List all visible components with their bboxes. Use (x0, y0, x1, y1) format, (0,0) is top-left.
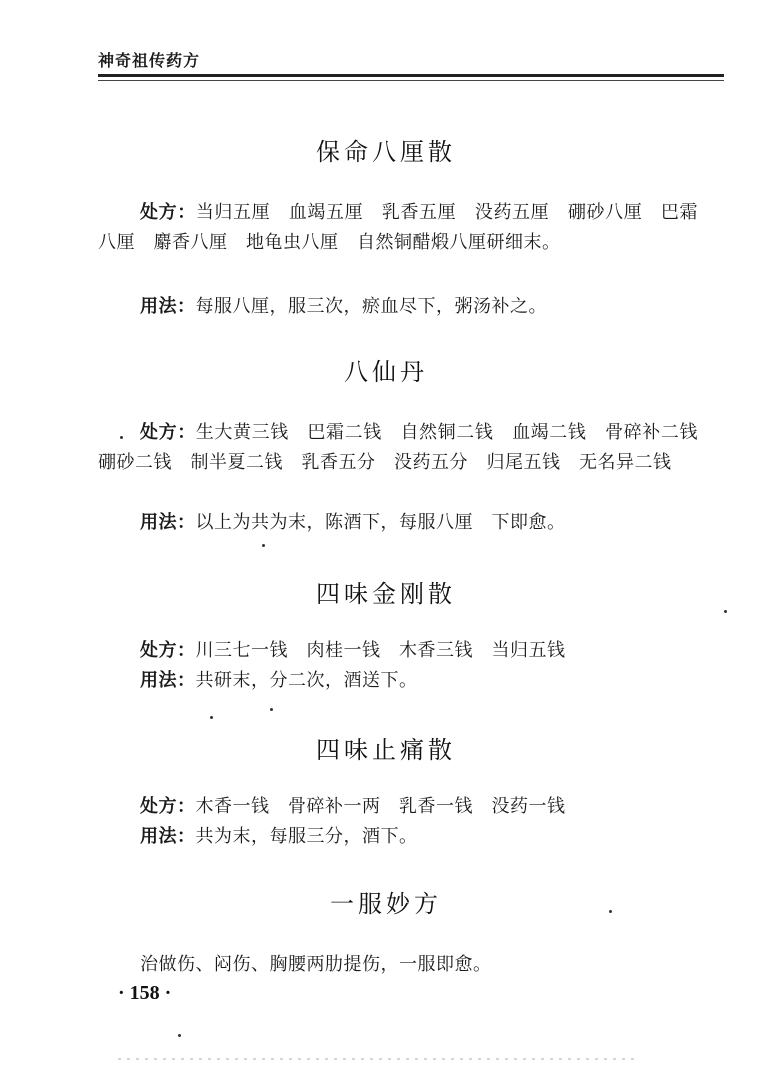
usage-text: 共研末，分二次，酒送下。 (195, 670, 418, 691)
prescription-label: 处方： (140, 422, 196, 443)
section-title-siwei-zhitong: 四味止痛散 (316, 736, 456, 764)
usage-text: 每服八厘，服三次，瘀血尽下，粥汤补之。 (195, 296, 547, 317)
scan-speck (262, 544, 265, 547)
prescription-label: 处方： (140, 202, 196, 223)
running-header: 神奇祖传药方 (98, 51, 201, 70)
usage-label: 用法： (140, 512, 196, 533)
prescription-text: 生大黄三钱 巴霜二钱 自然铜二钱 血竭二钱 骨碎补二钱 硼砂二钱 制半夏二钱 乳香五分 没药五分 归尾五钱 无名异二钱 (98, 422, 717, 473)
prescription-text: 当归五厘 血竭五厘 乳香五厘 没药五厘 硼砂八厘 巴霜八厘 麝香八厘 地龟虫八厘 自然铜醋煅八厘研细末。 (98, 202, 698, 253)
usage-label: 用法： (140, 670, 196, 691)
section-title-yifu-miaofang: 一服妙方 (330, 890, 442, 918)
prescription-text: 木香一钱 骨碎补一两 乳香一钱 没药一钱 (195, 796, 566, 817)
prescription-label: 处方： (140, 796, 196, 817)
scan-speck (210, 716, 213, 719)
scan-speck (178, 1034, 181, 1037)
usage-text: 以上为共为末，陈酒下，每服八厘 下即愈。 (195, 512, 566, 533)
header-rule-thick (98, 74, 724, 77)
prescription-baoming (98, 198, 698, 258)
section-title-baoming: 保命八厘散 (316, 138, 456, 166)
usage-baoming (98, 292, 698, 322)
usage-siwei-jingang (98, 666, 698, 696)
usage-text: 共为末，每服三分，酒下。 (195, 826, 418, 847)
prescription-label: 处方： (140, 640, 196, 661)
scan-speck (724, 610, 727, 613)
prescription-siwei-zhitong (98, 792, 698, 822)
page-number: · 158 · (118, 982, 172, 1004)
prescription-baxian (98, 418, 717, 478)
prescription-text: 川三七一钱 肉桂一钱 木香三钱 当归五钱 (195, 640, 566, 661)
prescription-siwei-jingang (98, 636, 698, 666)
section-title-siwei-jingang: 四味金刚散 (316, 580, 456, 608)
scan-speck (270, 708, 273, 711)
usage-label: 用法： (140, 296, 196, 317)
usage-label: 用法： (140, 826, 196, 847)
scan-noise-line (118, 1058, 638, 1060)
section-title-baxian: 八仙丹 (344, 358, 428, 386)
header-rule-thin (98, 80, 724, 81)
remedy-yifu-miaofang: 治做伤、闷伤、胸腰两肋提伤，一服即愈。 (140, 954, 492, 975)
usage-siwei-zhitong (98, 822, 698, 852)
scan-speck (120, 436, 123, 439)
usage-baxian (98, 508, 698, 538)
scan-speck (609, 910, 612, 913)
